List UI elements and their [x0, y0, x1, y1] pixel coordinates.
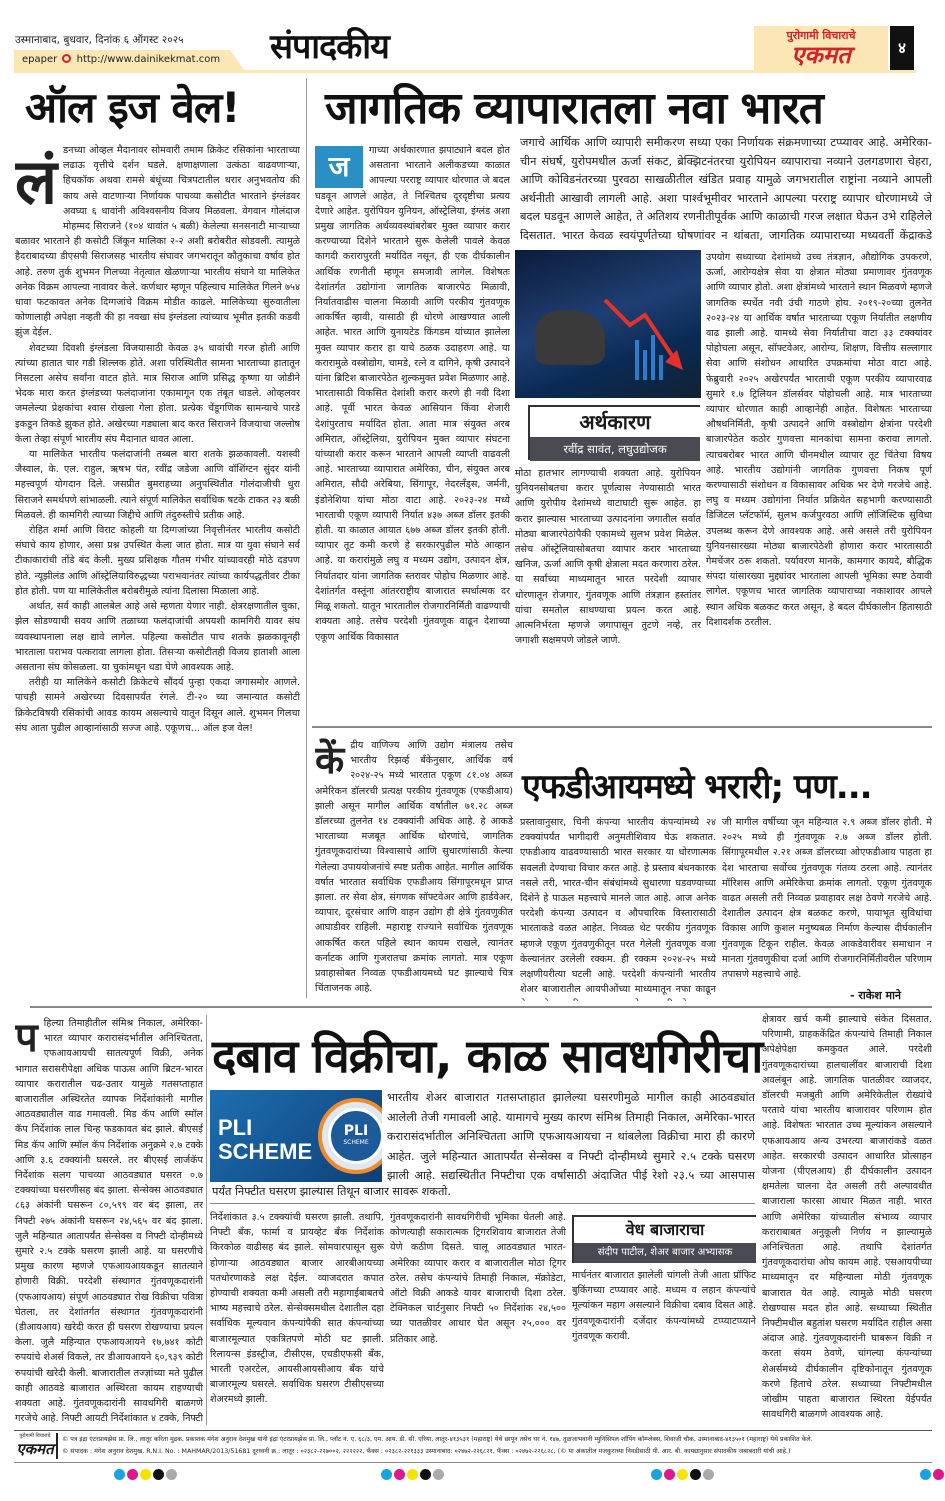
article1-paragraph: तरीही या मालिकेने कसोटी क्रिकेटचे सौंदर्य पुन्हा एकदा जगासमोर आणले. पाचही सामने अखेरच्या दिवसापर्यंत रंगले. टी-२० च्या जमान्यात कसोटी क्रिकेटविषयी रसिकांची आवड कायम असल्याचे यातून दिसून आले. शुभमन गिलचा संघ आता पुढील आव्हानांसाठी सज्ज आहे. एकूणच... ऑल इज वेल! — [15, 677, 300, 734]
registration-dot — [407, 1469, 418, 1480]
article2-col2: मोठा हातभार लागण्याची शक्यता आहे. युरोपियन युनियनसोबतचा करार पूर्णत्वास नेण्यासाठी भारत आणि युरोपीय देशांमध्ये वाटाघाटी सुरू आहेत. हा करार झाल्यास भारताच्या उत्पादनांना जगातील सर्वात मोठ्या बाजारपेठांपैकी एकामध्ये सुलभ प्रवेश मिळेल. तसेच ऑस्ट्रेलियासोबतचा व्यापार करार भारताच्या खनिज, ऊर्जा आणि कृषी क्षेत्राला मदत करणारा ठरेल. या सर्वांच्या माध्यमातून भारत परदेशी व्यापार धोरणातून रोजगार, गुंतवणूक आणि तंत्रज्ञान हस्तांतर यांचा समतोल साधण्याचा प्रयत्न करत आहे. आत्मनिर्भरता म्हणजे जगापासून तुटणे नव्हे, तर जगाशी सक्षमपणे जोडले जाणे. — [515, 468, 701, 647]
article3-col2: प्रस्तावानुसार, चिनी कंपन्या भारतीय कंपन्यांमध्ये २४ टक्क्यांपर्यंत भागीदारी अनुमतीशिवाय घेऊ शकतात. एफडीआय वाढवण्यासाठी भारत सरकार या धोरणात्मक सवलती देण्याचा विचार करत आहे. हे प्रस्ताव बंधनकारक नसले तरी, भारत-चीन संबंधांमध्ये सुधारणा घडवण्याच्या दिशेने हे पाऊल महत्त्वाचे मानले जात आहे. आज अनेक परदेशी कंपन्या उत्पादन व औपचारिक विस्तारासाठी भारताकडे वळत आहेत. निव्वळ थेट परकीय गुंतवणूक म्हणजे एकूण गुंतवणुकीतून परत गेलेली गुंतवणूक वजा केल्यानंतर उरलेली रक्कम. ही रक्कम २०२४-२५ मध्ये लक्षणीयरीत्या घटली आहे. परदेशी कंपन्यांनी भारतीय शेअर बाजारातील आयपीओंच्या माध्यमातून नफा काढून — [520, 817, 716, 996]
vedh-bazaracha-column-box — [572, 1215, 756, 1263]
section-divider — [30, 1006, 932, 1008]
article3-col3: जी मागील वर्षीच्या जून महिन्यात २.९ अब्ज डॉलर होती. मे २०२५ मध्ये ही गुंतवणूक २.७ अब्ज डॉलर होती. सिंगापूरमधील २.२१ अब्ज डॉलरच्या ओएफडीआय पाहता हा देश भारताचा सर्वोच्च गुंतवणूक गंतव्य ठरला आहे. त्यानंतर मॉरिशस आणि अमेरिकेचा क्रमांक लागतो. एकूण गुंतवणूक वाढत असली तरी निव्वळ प्रवाहावर लक्ष ठेवणे गरजेचे आहे. देशातील उत्पादन क्षेत्र बळकट करणे, पायाभूत सुविधांचा विकास आणि कुशल मनुष्यबळ निर्माण केल्यास दीर्घकालीन गुंतवणूक टिकून राहील. केवळ आकडेवारीवर समाधान न मानता गुंतवणुकीचा दर्जा आणि रोजगारनिर्मितीवरील परिणाम तपासणे महत्त्वाचे आहे. — [722, 817, 932, 981]
registration-dot — [677, 1469, 688, 1480]
stock-market-image — [515, 250, 701, 398]
registration-dot — [114, 1469, 125, 1480]
header-rule — [14, 70, 916, 73]
article1-paragraph: रोहित शर्मा आणि विराट कोहली या दिग्गजांच्या निवृत्तीनंतर भारतीय कसोटी संघाचे काय होणार, असा प्रश्न उपस्थित केला जात होता. मात्र या युवा संघाने सर्व टीकाकारांची तोंडे बंद केली. मुख्य प्रशिक्षक गौतम गंभीर यांच्यावरही मोठे दडपण होते. न्यूझीलंड आणि ऑस्ट्रेलियाविरुद्धच्या पराभवानंतर त्यांच्या कार्यपद्धतीवर टीका होत होती. पण या मालिकेतील बरोबरीमुळे त्यांना दिलासा मिळाला आहे. — [15, 525, 300, 597]
article1-paragraph: शेवटच्या दिवशी इंग्लंडला विजयासाठी केवळ ३५ धावांची गरज होती आणि त्यांच्या हातात चार गडी शिल्लक होते. अशा परिस्थितीत सामना भारताच्या हातातून निसटला असेच सर्वांना वाटत होते. मात्र सिराज आणि प्रसिद्ध कृष्णा या जोडीने भेदक मारा करत इंग्लंडच्या फलंदाजांना एकामागून एक तंबूत धाडले. ओव्हलवर जमलेल्या प्रेक्षकांचा श्वास रोखला गेला होता. प्रत्येक चेंडूगणिक सामन्याचे पारडे इकडून तिकडे झुकत होते. अखेरच्या गड्याला बाद करत सिराजने विजयाचा जल्लोष केला तेव्हा संपूर्ण भारतीय संघ मैदानात धावत आला. — [15, 342, 300, 445]
logo-tagline: पुरोगामी विचाराचे — [786, 29, 856, 42]
pli-image-title — [218, 1116, 312, 1164]
article1-lead: डनच्या ओव्हल मैदानावर सोमवारी तमाम क्रिकेट रसिकांना भारताच्या लढाऊ वृत्तीचे दर्शन घडले. क्षणाक्षणाला उत्कंठा वाढवणाऱ्या, हिचकॉक अथवा रामसे बंधूंच्या चित्रपटातील थरार अनुभवतोय की काय असे वाटणाऱ्या निर्णायक पाचव्या कसोटीत भारताने इंग्लंडवर अवघ्या ६ धावांनी अविश्वसनीय विजय मिळवला. वेगवान गोलंदाज मोहम्मद सिराजने (१०४ धावांत ५ बळी) केलेल्या सनसनाटी माऱ्याच्या बळावर भारताने ही कसोटी जिंकून मालिका २-२ अशी बरोबरीत सोडवली. त्यामुळे हैदराबादच्या डीएसपी सिराजसह भारतीय संघावर जगभरातून कौतुकाचा वर्षाव होत आहे. तरुण तुर्क शुभमन गिलच्या नेतृत्वात खेळणाऱ्या भारतीय संघाने या मालिकेत अनेक विक्रम आपल्या नावावर केले. कर्णधार म्हणून पहिल्याच मालिकेत गिलने ७५४ धावा फटकावत अनेक दिग्गजांचे विक्रम मोडीत काढले. मालिकेच्या सुरुवातीला कोणालाही अपेक्षा नव्हती की हा नवखा संघ इंग्लंडला त्यांच्याच भूमीत इतकी कडवी झुंज देईल. — [15, 145, 300, 339]
footer-rule — [14, 1430, 932, 1431]
masthead-logo — [754, 26, 888, 70]
article2-col1-text: गाच्या अर्थकारणात झपाट्याने बदल होत असताना भारताने अलीकडच्या काळात आपल्या परराष्ट्र व्यापार धोरणात जे बदल घडवून आणले आहेत, ते निश्चितच दूरदृष्टीचा प्रत्यय देणारे आहेत. युरोपियन युनियन, ऑस्ट्रेलिया, इंग्लंड अशा प्रमुख जागतिक अर्थव्यवस्थांबरोबर मुक्त व्यापार करार करण्याच्या दिशेने भारताने सुरू केलेली पावले केवळ कागदी करारापुरती मर्यादित नसून, ही एक दीर्घकालीन आर्थिक रणनीती म्हणून समजावी लागेल. विशेषतः देशांतर्गत उद्योगांना जागतिक बाजारपेठ मिळावी, निर्यातवाढीस चालना मिळावी आणि परकीय गुंतवणूक आकर्षित व्हावी, यासाठी ही धोरणे आखण्यात आली आहेत. भारत आणि युनायटेड किंगडम यांच्यात झालेला मुक्त व्यापार करार हा याचे ठळक उदाहरण आहे. या करारामुळे वस्त्रोद्योग, चामडे, रत्ने व दागिने, कृषी उत्पादने यांना ब्रिटिश बाजारपेठेत शुल्कमुक्त प्रवेश मिळणार आहे. भारतासाठी विकसित देशांशी करार करणे ही नवी दिशा आहे. पूर्वी भारत केवळ आसियान किंवा शेजारी देशांपुरताच मर्यादित होता. आता मात्र संयुक्त अरब अमिरात, ऑस्ट्रेलिया, युरोपियन मुक्त व्यापार संघटना यांच्याशी करार करून भारताने आपली व्याप्ती वाढवली आहे. भारताच्या व्यापारात अमेरिका, चीन, संयुक्त अरब अमिरात, सौदी अरेबिया, सिंगापूर, नेदरलँड्स, जर्मनी, इंडोनेशिया यांचा मोठा वाटा आहे. २०२३-२४ मध्ये भारताची एकूण व्यापारी निर्यात ४३७ अब्ज डॉलर इतकी होती. या काळात आयात ६७७ अब्ज डॉलर इतकी होती. व्यापार तूट कमी करणे हे सरकारपुढील मोठे आव्हान आहे. या करारांमुळे लघु व मध्यम उद्योग, उत्पादन क्षेत्र, निर्यातदार यांना जागतिक स्तरावर पोहोच मिळणार आहे. देशांतर्गत वस्तूंना आंतरराष्ट्रीय बाजारात स्पर्धात्मक दर मिळू शकतो. यातून भारतातील रोजगारनिर्मिती वाढण्याची शक्यता आहे. तसेच परदेशी गुंतवणूक वाढून देशाच्या एकूण आर्थिक विकासात — [315, 145, 510, 643]
registration-dot — [703, 1469, 714, 1480]
column-title: अर्थकारण — [579, 410, 651, 434]
imprint-line-2: © संपादक : मंगेश अनुराव देशमुख. R.N.I. No. : MAHMAR/2013/51681 दूरध्वनी क्र.: लातूर : ०२३८२-२२७००२, २२२२२२, फॅक्स : ०२३८२-२२१३३३ उस्मानाबाद: ०२४७२-२२६८२१, फॅक्स : ०२४७२-२२६८२८, (© या अंकातील मजकुराच्या निवडीसाठी पी. आर. बी. कायद्यानुसार संपादकीय जबाबदारी यांची आहे.) — [62, 1448, 791, 1455]
scheme-text: SCHEME — [218, 1139, 313, 1164]
arthakaran-column-box — [528, 405, 700, 460]
imprint-line-1: © पत्र इंद्रा एंटरप्रायझेस प्रा. लि., लातूर करिता मुद्रक, प्रकाशक मंगेश अनुराव देशमुख यांनी इंद्रा एंटरप्रायझेस प्रा. लि., प्लॉट नं. ए. ६८/३, एम. आय. डी. सी. एरिया, लातूर-४१३५३१ (महाराष्ट्र) येथे छापून तसेच घर नं. १४७, तुळजाभवानी म्युनिसिपल शॉपिंग कॉम्प्लेक्स, शिवाजी चौक, उस्मानाबाद-४१३५०१ (महाराष्ट्र) येथे प्रकाशित केले. — [62, 1436, 813, 1443]
article4-headline: दबाव विक्रीचा, काळ सावधगिरीचा — [212, 1029, 763, 1083]
registration-dot — [933, 1469, 944, 1480]
pli-scheme-image — [210, 1090, 382, 1182]
footer-logo — [14, 1433, 58, 1459]
article2-headline: जागतिक व्यापारातला नवा भारत — [325, 83, 823, 134]
falling-chart-arrow-icon — [515, 250, 701, 398]
article4-col2: गुंतवणूकदारांनी सावधगिरीची भूमिका घेतली आहे. कोणत्याही सकारात्मक ट्रिगरशिवाय बाजारात तेजी येणे कठीण दिसते. चालू आठवड्यात भारत-अमेरिका व्यापार करार व बाजारातील मोठा ट्रिगर ठरेल. तसेच कंपन्यांचे तिमाही निकाल, मॅक्रोडेटा, ऑटो विक्री आकडे यावर बाजाराची दिशा ठरेल. टेक्निकल चार्टनुसार निफ्टी ५० निर्देशांक २४,५०० च्या पातळीवर आधार घेत असून २५,००० वर प्रतिकार आहे. — [390, 1212, 566, 1345]
article4-left-text: हिल्या तिमाहीतील संमिश्र निकाल, अमेरिका-भारत व्यापार करारासंदर्भातील अनिश्चितता, एफआयआयची सातत्यपूर्ण विक्री, अनेक भागात सरासरीपेक्षा अधिक पाऊस आणि ब्रिटन-भारत व्यापार करारातील चढ-उतार यामुळे गतसप्ताहात बाजारातील अस्थिरतेत व्यापक निर्देशांकांनी मागील आठवड्यातील वाढ गमावली. मिड कॅप आणि स्मॉल कॅप निर्देशांक लाल चिन्ह फडकावत बंद झाले. बीएसई मिड कॅप आणि स्मॉल कॅप निर्देशांक अनुक्रमे २.७ टक्के आणि ३.६ टक्क्यांनी घसरले. तर बीएसई लार्जकॅप निर्देशांक सलग पाचव्या आठवड्यात घसरत ०.७ टक्क्यांच्या घसरणीसह बंद झाला. सेन्सेक्स आठवड्यात ८६३ अंकांनी घसरून ८०,५९९ वर बंद झाला, तर निफ्टी २७५ अंकांनी घसरून २४,५६५ वर बंद झाला. जुलै महिन्यात आतापर्यंत सेन्सेक्स व निफ्टी दोन्हीमध्ये सुमारे २.५ टक्के घसरण झाली आहे. या घसरणीचे प्रमुख कारण म्हणजे एफआयआयकडून सातत्याने होणारी विक्री. परदेशी संस्थागत गुंतवणूकदारांनी (एफआयआय) संपूर्ण आठवड्यात रोख विक्रीचा पवित्रा घेतला, तर देशांतर्गत संस्थागत गुंतवणूकदारांनी (डीआयआय) खरेदी करत ही घसरण रोखण्याचा प्रयत्न केला. जुलै महिन्यात एफआयआयने १७,७४१ कोटी रुपयांचे शेअर्स विकले, तर डीआयआयने ६०,९३९ कोटी रुपयांची खरेदी केली. बाजारातील तज्ज्ञांच्या मते पुढील काही आठवडे बाजारात अस्थिरता कायम राहण्याची शक्यता आहे. गुंतवणूकदारांनी सावधगिरी बाळगणे गरजेचे आहे. निफ्टी आयटी निर्देशांकात ४ टक्के, निफ्टी — [15, 1018, 203, 1425]
registration-dot — [690, 1469, 701, 1480]
registration-dot — [153, 1469, 164, 1480]
article3-col1-text: द्रीय वाणिज्य आणि उद्योग मंत्रालय तसेच भारतीय रिझर्व्ह बँकेनुसार, आर्थिक वर्ष २०२४-२५ मध्ये भारतात एकूण ८१.०४ अब्ज अमेरिकन डॉलरची प्रत्यक्ष परकीय गुंतवणूक (एफडीआय) झाली असून मागील आर्थिक वर्षातील ७१.२८ अब्ज डॉलरच्या तुलनेत १४ टक्क्यांनी अधिक आहे. हे आकडे भारताच्या मजबूत आर्थिक धोरणांचे, जागतिक गुंतवणूकदारांच्या विश्वासाचे आणि सुधारणांसाठी केल्या गेलेल्या उपाययोजनांचे स्पष्ट प्रतीक आहेत. मागील आर्थिक वर्षात भारतात सर्वाधिक एफडीआय सिंगापूरमधून प्राप्त झाला. तर सेवा क्षेत्र, संगणक सॉफ्टवेअर आणि हार्डवेअर, व्यापार, दूरसंचार आणि वाहन उद्योग ही क्षेत्रे गुंतवणुकीत आघाडीवर राहिली. महाराष्ट्र राज्याने सर्वाधिक गुंतवणूक आकर्षित करत पहिले स्थान कायम राखले, त्यानंतर कर्नाटक आणि गुजरातचा क्रमांक लागतो. मात्र एकूण प्रवाहासोबत निव्वळ एफडीआयमध्ये घट झाल्याचे चित्र चिंताजनक आहे. — [315, 740, 513, 995]
registration-dot — [651, 1469, 662, 1480]
column-author: संदीप पाटील, शेअर बाजार अभ्यासक — [574, 1243, 756, 1263]
registration-dot — [433, 1469, 444, 1480]
dateline: उस्मानाबाद, बुधवार, दिनांक ६ ऑगस्ट २०२५ — [15, 34, 184, 46]
article2-col1 — [315, 143, 510, 723]
article3-dropcap: कें — [315, 738, 345, 782]
registration-marks — [0, 1469, 945, 1483]
footer-bottom-rule — [14, 1462, 932, 1463]
footer-logo-tagline: पुरोगामी विचाराचे — [19, 1433, 51, 1439]
article3-col1 — [315, 738, 513, 1000]
page-number — [890, 26, 914, 70]
article3-headline: एफडीआयमध्ये भरारी; पण... — [522, 767, 872, 807]
column-title: वेध बाजाराचा — [625, 1220, 705, 1239]
pli-text: PLI — [218, 1115, 253, 1140]
article4-dropcap: प — [15, 1016, 38, 1061]
registration-dot — [664, 1469, 675, 1480]
article4-col1: निर्देशांकात ३.५ टक्क्यांची घसरण झाली. तथापि, निफ्टी बँक, फार्मा व प्रायव्हेट बँक निर्देशांक किरकोळ वाढीसह बंद झाले. सोमवारपासून सुरू होणाऱ्या आठवड्यात बाजार आरबीआयच्या पतधोरणाकडे लक्ष देईल. व्याजदरात कपात होण्याची शक्यता कमी असली तरी महागाईबाबतचे भाष्य महत्त्वाचे ठरेल. सेन्सेक्समधील देशातील दहा सर्वाधिक मूल्यवान कंपन्यांपैकी सात कंपन्यांच्या बाजारमूल्यात एकत्रितपणे मोठी घट झाली. रिलायन्स इंडस्ट्रीज, टीसीएस, एचडीएफसी बँक, भारती एअरटेल, आयसीआयसीआय बँक यांचे बाजारमूल्य घसरले. सर्वाधिक घसरण टीसीएसच्या शेअरमध्ये झाली. — [210, 1212, 384, 1406]
badge-pli: PLI — [343, 1123, 369, 1139]
article1-body — [15, 143, 300, 988]
registration-dot — [166, 1469, 177, 1480]
page-number-text: ४ — [898, 39, 906, 57]
pli-badge — [328, 1108, 382, 1164]
website-link[interactable]: http://www.dainikekmat.com — [76, 54, 221, 65]
article4-left-column — [15, 1016, 203, 1426]
column-divider — [306, 78, 307, 998]
registration-dot — [140, 1469, 151, 1480]
article2-intro: जगाचे आर्थिक आणि व्यापारी समीकरण सध्या एका निर्णायक संक्रमणाच्या टप्प्यावर आहे. अमेरिका-चीन संघर्ष, युरोपमधील ऊर्जा संकट, ब्रेक्झिटनंतरचा युरोपियन व्यापाराचा नव्याने उलगडणारा चेहरा, आणि कोविडनंतरच्या पुरवठा साखळीतील खंडित प्रवाह यामुळे जगभरातील राष्ट्रांना नव्याने आपली अर्थनीती आखावी लागली आहे. अशा पार्श्वभूमीवर भारताने आपल्या परराष्ट्र व्यापार धोरणामध्ये जे बदल घडवून आणले आहेत, ते अतिशय रणनीतीपूर्वक आणि काळाची गरज लक्षात घेऊन उभे राहिलेले दिसतात. भारत केवळ स्वयंपूर्णतेच्या घोषणांवर न थांबता, जागतिक व्यापाराच्या मध्यवर्ती केंद्राकडे — [520, 136, 932, 242]
registration-dot — [394, 1469, 405, 1480]
epaper-icon — [62, 54, 71, 63]
article1-headline: ऑल इज वेल! — [25, 83, 240, 132]
registration-dot — [920, 1469, 931, 1480]
logo-name: एकमत — [791, 41, 851, 69]
section-title: संपादकीय — [270, 27, 389, 67]
column-divider — [206, 1015, 207, 1425]
section-divider — [210, 1203, 755, 1204]
article4-intro: भारतीय शेअर बाजारात गतसप्ताहात झालेल्या घसरणीमुळे मागील काही आठवड्यांत आलेली तेजी गमावली आहे. यामागचे मुख्य कारण संमिश्र तिमाही निकाल, अमेरिका-भारत करारासंदर्भातील अनिश्चितता आणि एफआयआयचा न थांबलेला विक्रीचा मारा ही कारणे आहेत. जुले महिन्यात आतापर्यंत सेन्सेक्स व निफ्टी दोन्हीमध्ये सुमारे २.५ टक्के घसरण झाली आहे. सद्यस्थितीत निफ्टीचा एक वर्षासाठी अंदाजित पीई रेशो २३.५ च्या आसपास — [387, 1091, 755, 1182]
article1-paragraph: अर्थात, सर्व काही आलबेल आहे असे म्हणता येणार नाही. क्षेत्ररक्षणातील चुका, झेल सोडण्याची सवय आणि तळाच्या फलंदाजांची अपयशी कामगिरी यावर संघ व्यवस्थापनाला लक्ष द्यावे लागेल. पहिल्या कसोटीत पाच शतके झळकावूनही भारताला पराभव पत्करावा लागला होता. तिसऱ्या कसोटीतही विजय हाताशी आला असताना संघ कोसळला. या चुकांमधून धडा घेणे आवश्यक आहे. — [15, 601, 300, 673]
article4-right-column: क्षेत्रावर खर्च कमी झाल्याचे संकेत दिसतात. परिणामी, ग्राहककेंद्रित कंपन्यांचे तिमाही निकाल अपेक्षेपेक्षा कमकुवत आले. परदेशी गुंतवणूकदारांच्या हालचालींवर बाजाराची दिशा अवलंबून आहे. जागतिक पातळीवर व्याजदर, डॉलरची मजबुती आणि अमेरिकेतील रोख्यांचे परतावे यांचा भारतीय बाजारावर परिणाम होत आहे. विशेषतः भारतात उच्च मूल्यांकन असल्याने एफआयआय अन्य उभरत्या बाजारांकडे वळत आहेत. सरकारची उत्पादन आधारित प्रोत्साहन योजना (पीएलआय) ही दीर्घकालीन उत्पादन क्षमतेला चालना देत असली तरी अल्पावधीत बाजाराला फारसा आधार मिळत नाही. भारत आणि अमेरिका यांच्यातील संभाव्य व्यापार कराराबाबत अनुकूली निर्णय न झाल्यामुळे अनिश्चितता आहे. तथापि देशांतर्गत गुंतवणूकदारांचा ओघ कायम आहे. एसआयपीच्या माध्यमातून दर महिन्याला मोठी गुंतवणूक बाजारात येत आहे. त्यामुळे मोठी घसरण रोखण्यास मदत होत आहे. सध्याच्या स्थितीत निफ्टीमधील बहुतांश घसरण मर्यादित राहील असा अंदाज आहे. गुंतवणूकदारांनी घाबरून विक्री न करता संयम ठेवणे, चांगल्या कंपन्यांच्या शेअर्समध्ये दीर्घकालीन दृष्टिकोनातून गुंतवणूक करणे हिताचे ठरेल. सध्याच्या निफ्टीमधील जोखीम पाहता बाजारात स्थिरता येईपर्यंत सावधगिरी बाळगणे आवश्यक आहे. — [762, 1014, 932, 1421]
registration-dot — [420, 1469, 431, 1480]
registration-dot — [127, 1469, 138, 1480]
article2-dropcap: ज — [315, 146, 363, 188]
article3-byline: - राकेश माने — [850, 989, 902, 1002]
article4-col3: मार्चनंतर बाजारात झालेली चांगली तेजी आता प्रॉफिट बुकिंगच्या टप्प्यावर आहे. मध्यम व लहान कंपन्यांचे मूल्यांकन महाग असल्याने विक्रीचा दबाव दिसत आहे. गुंतवणूकदारांनी दर्जेदार कंपन्यांमध्ये टप्प्याटप्प्याने गुंतवणूक करावी. — [572, 1270, 756, 1342]
article1-paragraph: या मालिकेत भारतीय फलंदाजांनी तब्बल बारा शतके झळकावली. यशस्वी जैस्वाल, के. एल. राहुल, ऋषभ पंत, रवींद्र जडेजा आणि वॉशिंग्टन सुंदर यांनी महत्त्वपूर्ण योगदान दिले. जसप्रीत बुमराहच्या अनुपस्थितीत गोलंदाजीची धुरा सिराजने समर्थपणे सांभाळली. त्याने संपूर्ण मालिकेत सर्वाधिक षटके टाकत २३ बळी मिळवले. ही कामगिरी त्याच्या जिद्दीचे आणि तंदुरुस्तीचे प्रतीक आहे. — [15, 449, 300, 521]
article4-intro-tail: पर्यंत निफ्टीत घसरण झाल्यास तिथून बाजार सावरू शकतो. — [212, 1185, 451, 1198]
article1-dropcap: लं — [15, 145, 58, 218]
column-author: रवींद्र सावंत, लघुउद्योजक — [530, 437, 700, 461]
section-divider — [312, 726, 932, 728]
article2-col3: उपयोग सध्याच्या देशांमध्ये उच्च तंत्रज्ञान, औद्योगिक उपकरणे, ऊर्जा, आरोग्यक्षेत्र सेवा या क्षेत्रात मोठ्या प्रमाणावर गुंतवणूक आणि व्यापार होतो. अशा क्षेत्रांमध्ये भारताने स्थान मिळवणे म्हणजे जागतिक स्पर्धेत नवी उंची गाठणे होय. २०१९-२०च्या तुलनेत २०२३-२४ या आर्थिक वर्षात भारताच्या एकूण निर्यातीत लक्षणीय वाढ झाली आहे. यामध्ये सेवा निर्यातीचा वाटा ३३ टक्क्यांवर पोहोचला असून, सॉफ्टवेअर, आरोग्य, शिक्षण, वित्तीय सल्लागार सेवा आणि संशोधन आधारित उपक्रमांचा मोठा वाटा आहे. फेब्रुवारी २०२५ अखेरपर्यंत भारताची एकूण परकीय व्यापारवाढ सुमारे १.७ ट्रिलियन डॉलर्सवर पोहोचली आहे. मात्र भारताच्या व्यापार धोरणात काही आव्हानेही आहेत. विशेषतः भारताच्या औषधनिर्मिती, कृषी उत्पादने आणि वस्त्रोद्योग क्षेत्रांना परदेशी बाजारपेठेत कठोर गुणवत्ता मानकांचा सामना करावा लागतो. त्याचबरोबर भारत आणि चीनमधील व्यापार तूट चिंतेचा विषय आहे. भारतीय उद्योगांनी जागतिक गुणवत्ता निकष पूर्ण करण्यासाठी संशोधन व विकासावर अधिक भर देणे गरजेचे आहे. लघु व मध्यम उद्योगांना निर्यात प्रक्रियेत सहभागी करण्यासाठी डिजिटल प्लॅटफॉर्म, सुलभ कर्जपुरवठा आणि लॉजिस्टिक सुविधा उपलब्ध करून देणे आवश्यक आहे. असे असले तरी युरोपियन युनियनसारख्या मोठ्या बाजारपेठेशी होणारा करार भारतासाठी गेमचेंजर ठरू शकतो. पर्यावरण मानके, कामगार कायदे, बौद्धिक संपदा यांसारख्या मुद्द्यांवर भारताला आपली भूमिका स्पष्ट ठेवावी लागेल. एकूणच भारत जागतिक व्यापाराच्या नकाशावर आपले स्थान अधिक बळकट करत असून, हे बदल दीर्घकालीन हितासाठी दिशादर्शक ठरतील. — [706, 252, 932, 628]
footer-logo-name: एकमत — [16, 1440, 54, 1458]
badge-scheme: SCHEME — [343, 1139, 369, 1146]
epaper-label: epaper — [22, 54, 58, 65]
registration-dot — [381, 1469, 392, 1480]
epaper-line — [22, 54, 220, 65]
